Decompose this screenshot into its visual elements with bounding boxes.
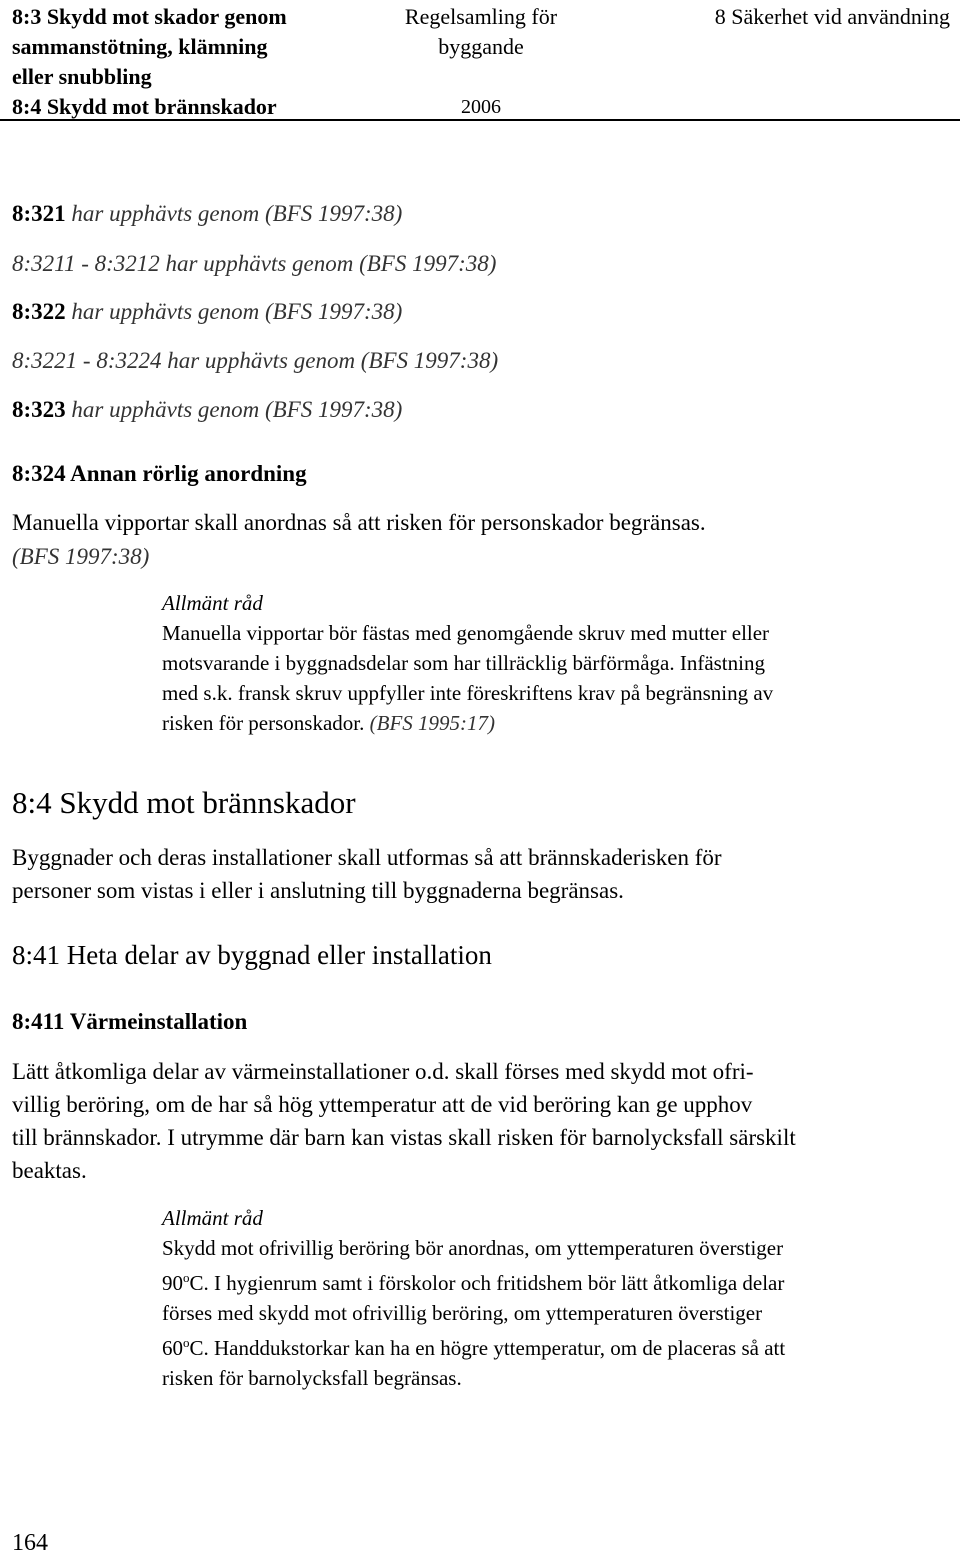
heading-8324: 8:324 Annan rörlig anordning xyxy=(12,461,307,486)
body-line: beaktas. xyxy=(12,1158,87,1183)
header-left-line2: sammanstötning, klämning xyxy=(12,34,268,59)
advice-line: Manuella vipportar bör fästas med genomgående skruv med mutter eller xyxy=(162,621,770,645)
section-number: 8:321 xyxy=(12,201,66,226)
heading-8411: 8:411 Värmeinstallation xyxy=(12,1009,248,1034)
repealed-8321 xyxy=(12,199,402,229)
header-right: 8 Säkerhet vid användning xyxy=(714,4,950,29)
page-number: 164 xyxy=(12,1530,48,1556)
advice-8411 xyxy=(162,1203,942,1393)
advice-line: motsvarande i byggnadsdelar som har tillräcklig bärförmåga. Infästning xyxy=(162,651,765,675)
advice-line: Skydd mot ofrivillig beröring bör anordnas, om yttemperaturen överstiger xyxy=(162,1236,784,1260)
running-header xyxy=(0,0,960,122)
heading-841: 8:41 Heta delar av byggnad eller installation xyxy=(12,940,492,970)
header-center-line1: Regelsamling för xyxy=(404,4,558,29)
degree-sign: o xyxy=(183,1335,190,1350)
header-center xyxy=(388,2,574,118)
header-left xyxy=(12,2,287,119)
repealed-text: har upphävts genom (BFS 1997:38) xyxy=(71,397,403,422)
section-number: 8:322 xyxy=(12,299,66,324)
degree-sign: o xyxy=(183,1270,190,1285)
advice-label: Allmänt råd xyxy=(162,1206,263,1230)
header-left-line1: 8:3 Skydd mot skador genom xyxy=(12,4,287,29)
advice-line xyxy=(162,1328,942,1363)
header-left-line3: eller snubbling xyxy=(12,64,152,89)
section-number: 8:3221 - 8:3224 xyxy=(12,348,162,373)
advice-label: Allmänt råd xyxy=(162,591,263,615)
advice-line: med s.k. fransk skruv uppfyller inte föreskriftens krav på begränsning av xyxy=(162,681,774,705)
body-line: till brännskador. I utrymme där barn kan vistas skall risken för barnolycksfall särskilt xyxy=(12,1125,796,1150)
advice-line: risken för barnolycksfall begränsas. xyxy=(162,1366,462,1390)
repealed-8321x xyxy=(12,249,496,279)
body-84 xyxy=(12,841,942,907)
body-line: personer som vistas i eller i anslutning till byggnaderna begränsas. xyxy=(12,878,624,903)
temperature-value: 60 xyxy=(162,1336,183,1360)
ref-8324: (BFS 1997:38) xyxy=(12,544,150,569)
advice-ref: (BFS 1995:17) xyxy=(369,711,496,735)
repealed-8322 xyxy=(12,297,402,327)
header-rule xyxy=(0,119,960,121)
header-left-line4: 8:4 Skydd mot brännskador xyxy=(12,94,277,119)
repealed-text: har upphävts genom (BFS 1997:38) xyxy=(165,251,497,276)
body-8324: Manuella vipportar skall anordnas så att risken för personskador begränsas. xyxy=(12,510,706,535)
repealed-text: har upphävts genom (BFS 1997:38) xyxy=(71,201,403,226)
section-number: 8:323 xyxy=(12,397,66,422)
repealed-text: har upphävts genom (BFS 1997:38) xyxy=(71,299,403,324)
section-number: 8:3211 - 8:3212 xyxy=(12,251,160,276)
body-line: Lätt åtkomliga delar av värmeinstallationer o.d. skall förses med skydd mot ofri- xyxy=(12,1059,754,1084)
header-center-line2: byggande xyxy=(438,34,524,59)
temperature-value: 90 xyxy=(162,1271,183,1295)
repealed-8323 xyxy=(12,395,402,425)
advice-line-text: C. I hygienrum samt i förskolor och fritidshem bör lätt åtkomliga delar xyxy=(189,1271,785,1295)
advice-line-text: risken för personskador. xyxy=(162,711,365,735)
advice-line: förses med skydd mot ofrivillig beröring, om yttemperaturen överstiger xyxy=(162,1301,763,1325)
repealed-text: har upphävts genom (BFS 1997:38) xyxy=(167,348,499,373)
repealed-8322x xyxy=(12,346,498,376)
header-year: 2006 xyxy=(461,96,501,118)
advice-line-text: C. Handdukstorkar kan ha en högre yttemperatur, om de placeras så att xyxy=(189,1336,786,1360)
advice-8324 xyxy=(162,588,942,738)
advice-line xyxy=(162,708,942,738)
body-line: Byggnader och deras installationer skall utformas så att brännskaderisken för xyxy=(12,845,722,870)
body-line: villig beröring, om de har så hög yttemperatur att de vid beröring kan ge upphov xyxy=(12,1092,753,1117)
heading-84: 8:4 Skydd mot brännskador xyxy=(12,785,356,820)
body-8411 xyxy=(12,1055,942,1187)
advice-line xyxy=(162,1263,942,1298)
